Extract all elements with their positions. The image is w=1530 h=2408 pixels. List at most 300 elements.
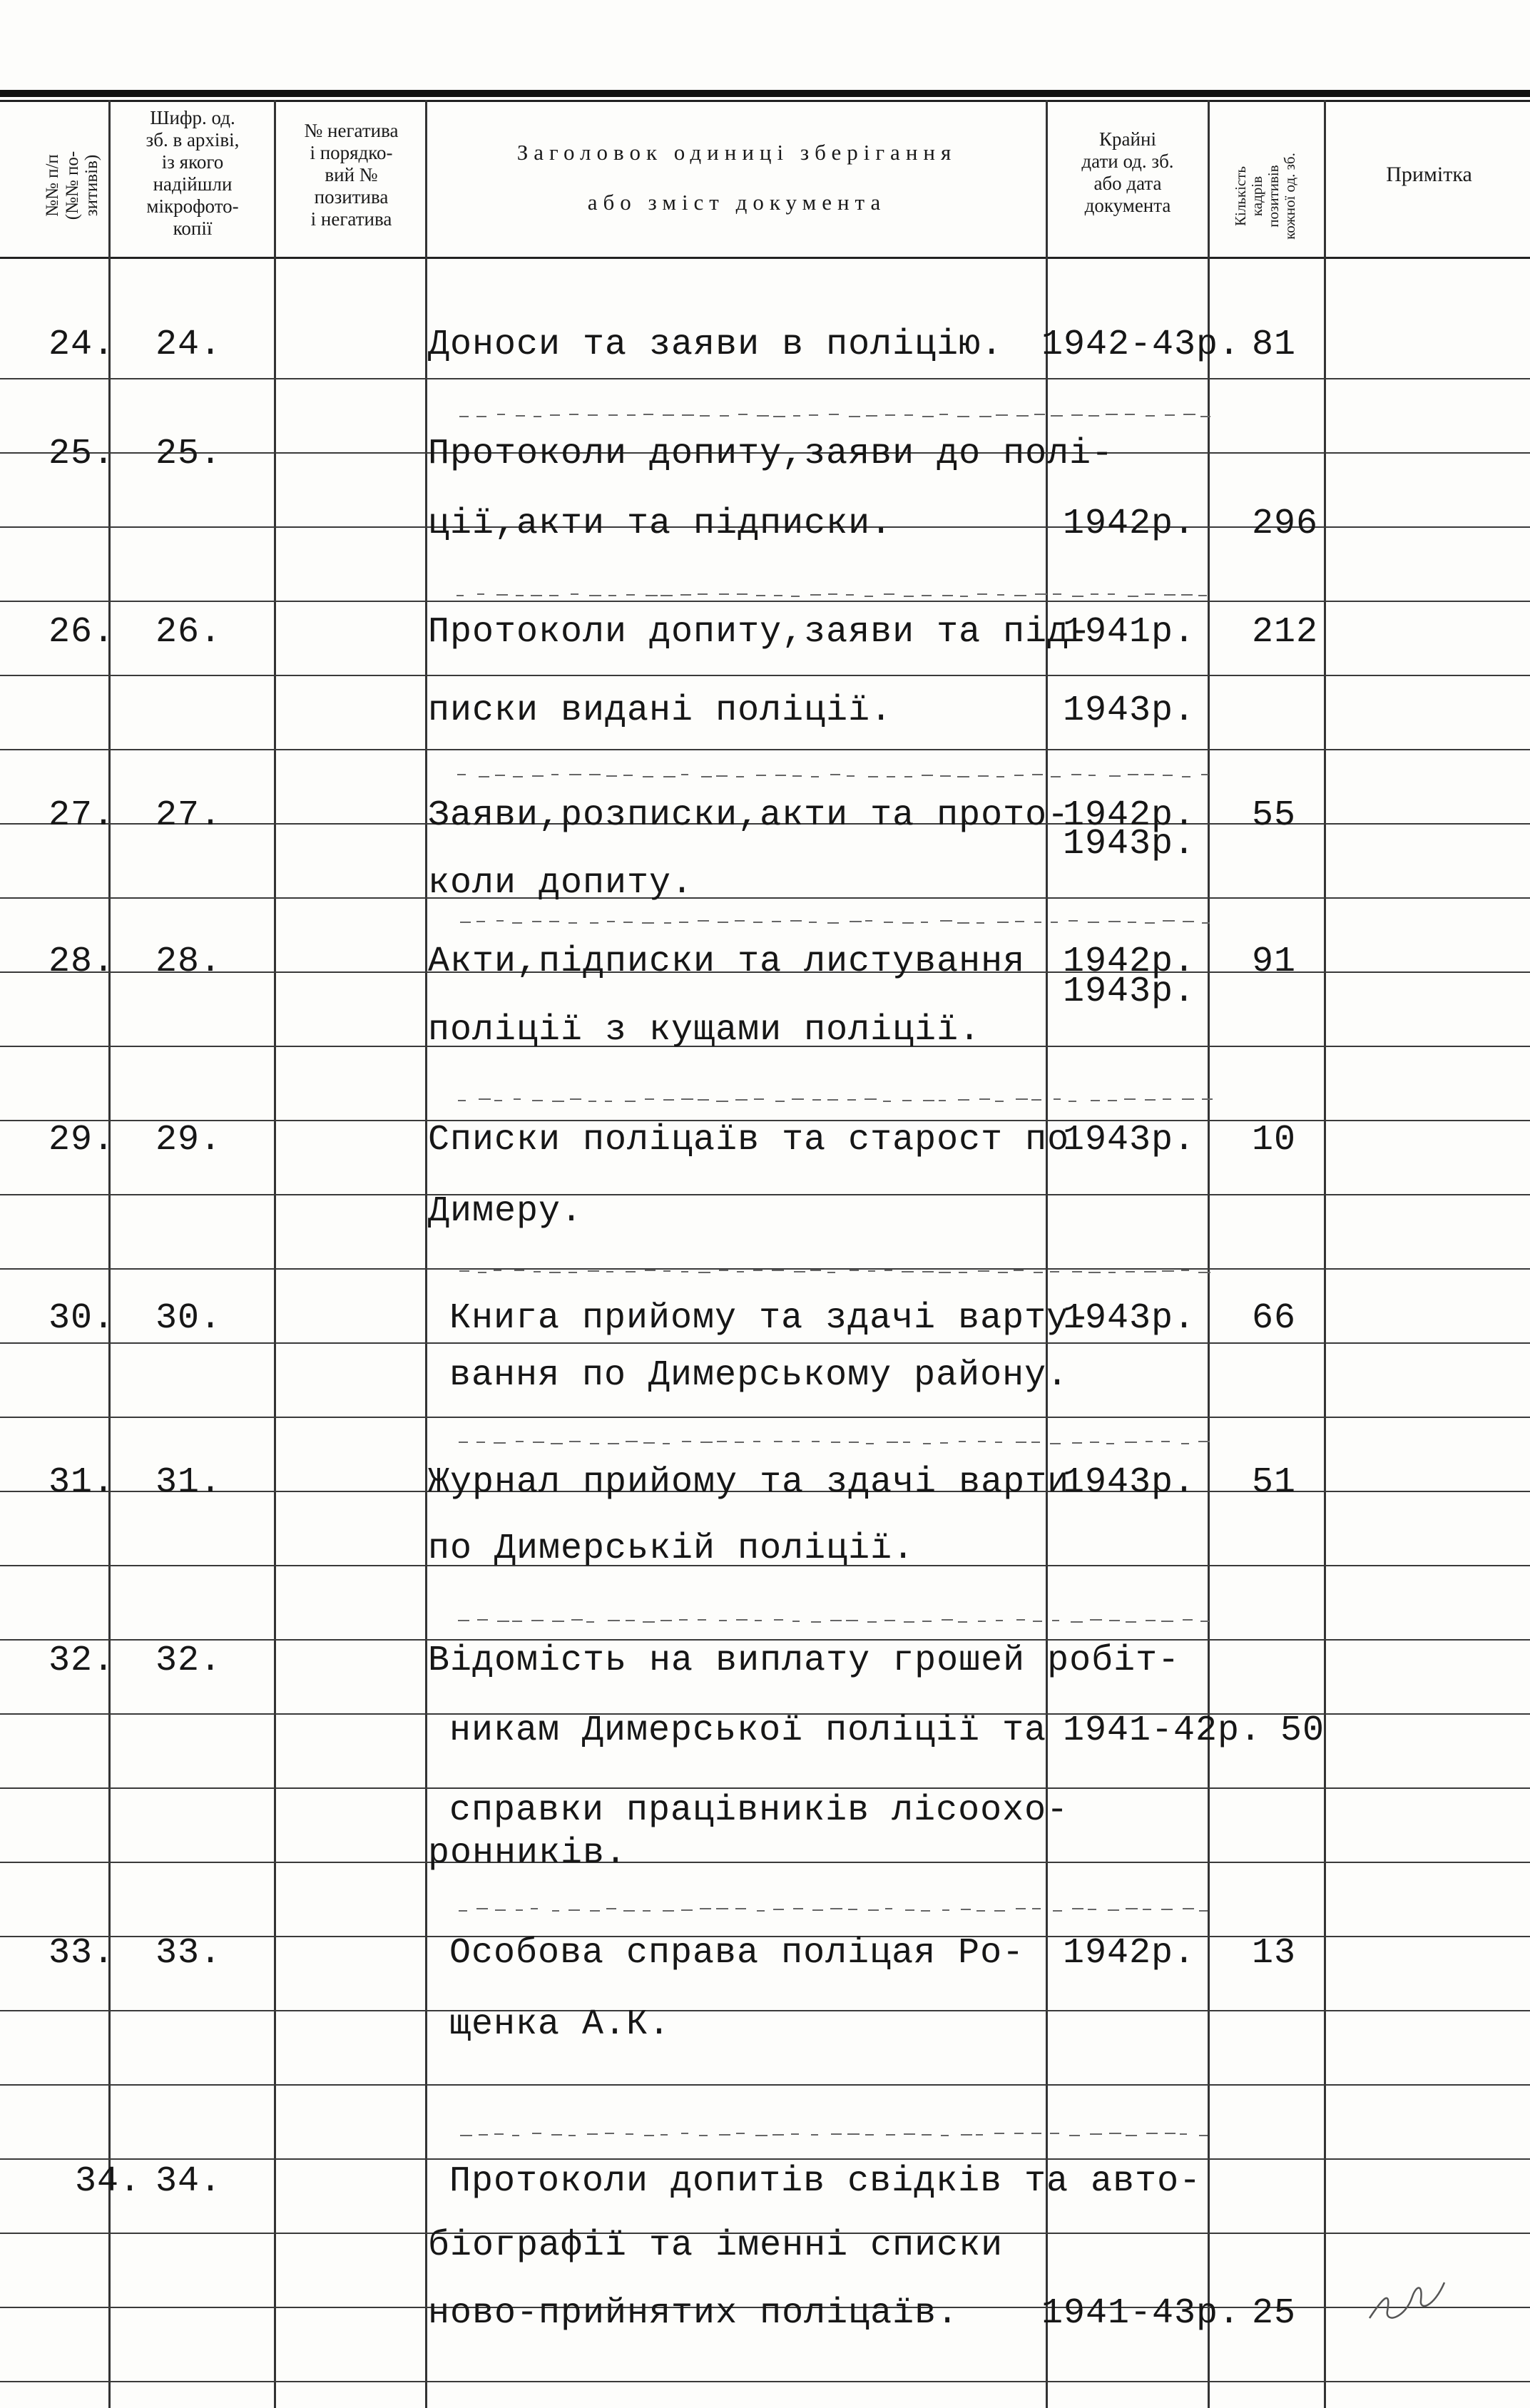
dotted-separator-dash xyxy=(532,1100,543,1101)
dotted-separator-dash xyxy=(663,1910,674,1912)
dotted-separator-dash xyxy=(663,1270,670,1272)
dotted-separator-dash xyxy=(976,922,984,924)
dotted-separator-dash xyxy=(1108,1100,1117,1101)
dotted-separator-dash xyxy=(1165,414,1175,416)
dotted-separator-dash xyxy=(996,776,1004,777)
header-col-note: Примітка xyxy=(1386,163,1472,186)
dotted-separator-dash xyxy=(1109,775,1121,777)
dotted-separator-dash xyxy=(1088,922,1099,923)
dotted-separator-dash xyxy=(608,595,616,596)
dotted-separator-dash xyxy=(867,1621,877,1623)
header-col-frames-line: кожної од. зб. xyxy=(1281,153,1299,240)
dotted-separator-dash xyxy=(1034,1272,1043,1273)
dotted-separator-dash xyxy=(1161,1621,1173,1622)
dotted-separator-dash xyxy=(1108,921,1121,922)
dotted-separator-dash xyxy=(1165,2133,1175,2134)
ruling-line xyxy=(0,749,1530,750)
dotted-separator-dash xyxy=(496,920,504,922)
ruling-line xyxy=(0,1417,1530,1418)
header-col-cipher-line: із якого xyxy=(161,151,224,173)
dotted-separator-dash xyxy=(1053,1910,1062,1912)
dotted-separator-dash xyxy=(961,1909,971,1910)
dotted-separator-dash xyxy=(700,1908,711,1909)
dotted-separator-dash xyxy=(849,416,860,417)
entry-cipher: 32. xyxy=(155,1641,223,1681)
entry-date: 1943р. xyxy=(1063,824,1196,864)
dotted-separator-dash xyxy=(1016,1619,1025,1621)
dotted-separator-dash xyxy=(1071,774,1081,775)
entry-title-line: Відомість на виплату грошей робіт- xyxy=(428,1641,1180,1681)
entry-frames: 55 xyxy=(1252,795,1297,836)
dotted-separator-dash xyxy=(700,415,710,417)
dotted-separator-dash xyxy=(459,1910,467,1912)
dotted-separator-dash xyxy=(679,922,688,923)
dotted-separator-dash xyxy=(1143,1909,1151,1910)
dotted-separator-dash xyxy=(476,416,486,417)
dotted-separator-dash xyxy=(884,593,894,595)
dotted-separator-dash xyxy=(904,776,912,777)
dotted-separator-dash xyxy=(1032,774,1043,775)
dotted-separator-dash xyxy=(626,1271,636,1272)
dotted-separator-dash xyxy=(830,1908,842,1909)
dotted-separator-dash xyxy=(1146,1441,1153,1442)
entry-title-line: по Димерській поліції. xyxy=(428,1529,915,1569)
entry-number: 30. xyxy=(49,1298,116,1339)
dotted-separator-dash xyxy=(1071,1621,1083,1623)
entry-title-line: Протоколи допиту,заяви та під- xyxy=(428,612,1092,653)
header-col-cipher xyxy=(114,107,271,240)
dotted-separator-dash xyxy=(791,2133,799,2135)
entry-title-line: никам Димерської поліції та xyxy=(449,1710,1047,1751)
ruling-line xyxy=(0,601,1530,602)
dotted-separator-dash xyxy=(775,1101,785,1102)
dotted-separator-dash xyxy=(1163,1098,1171,1100)
entry-frames: 296 xyxy=(1252,504,1319,544)
dotted-separator-dash xyxy=(623,922,633,923)
dotted-separator-dash xyxy=(812,1441,820,1442)
entry-title-line: Заяви,розписки,акти та прото- xyxy=(428,795,1070,836)
dotted-separator-dash xyxy=(753,1441,760,1442)
ruling-line xyxy=(0,675,1530,676)
dotted-separator-dash xyxy=(1034,922,1041,923)
entry-date: 1941-42р. xyxy=(1063,1710,1263,1751)
header-col-cipher-line: надійшли xyxy=(153,173,233,195)
dotted-separator-dash xyxy=(998,1272,1008,1273)
dotted-separator-dash xyxy=(1199,1910,1208,1912)
dotted-separator-dash xyxy=(699,2135,708,2136)
dotted-separator-dash xyxy=(496,594,508,596)
ruling-line xyxy=(0,378,1530,379)
dotted-separator-dash xyxy=(809,922,817,923)
dotted-separator-dash xyxy=(772,921,781,922)
dotted-separator-dash xyxy=(551,1443,563,1444)
dotted-separator-dash xyxy=(812,1099,821,1101)
dotted-separator-dash xyxy=(1144,1271,1156,1272)
dotted-separator-dash xyxy=(571,1619,583,1621)
dotted-separator-dash xyxy=(1124,1098,1136,1100)
dotted-separator-dash xyxy=(865,1098,877,1100)
dotted-separator-dash xyxy=(1161,1441,1170,1442)
dotted-separator-dash xyxy=(549,921,559,922)
dotted-separator-dash xyxy=(1091,1100,1100,1101)
dotted-separator-dash xyxy=(865,2134,874,2136)
dotted-separator-dash xyxy=(774,1441,782,1442)
entry-cipher: 34. xyxy=(155,2161,223,2202)
entry-frames: 10 xyxy=(1252,1120,1297,1160)
dotted-separator-dash xyxy=(792,1621,800,1622)
dotted-separator-dash xyxy=(922,775,933,776)
entry-title-line: Доноси та заяви в поліцію. xyxy=(428,325,1004,365)
entry-title-line: ронників. xyxy=(428,1833,628,1874)
dotted-separator-dash xyxy=(606,1271,613,1272)
dotted-separator-dash xyxy=(457,595,464,596)
dotted-separator-dash xyxy=(1031,1442,1040,1443)
dotted-separator-dash xyxy=(720,415,729,417)
dotted-separator-dash xyxy=(736,776,744,777)
dotted-separator-dash xyxy=(626,2133,633,2135)
entry-frames: 91 xyxy=(1252,942,1297,982)
dotted-separator-dash xyxy=(902,1271,914,1272)
dotted-separator-dash xyxy=(626,1441,638,1442)
dotted-separator-dash xyxy=(568,2135,576,2136)
dotted-separator-dash xyxy=(625,1101,636,1102)
entry-title-line: ції,акти та підписки. xyxy=(428,504,893,544)
dotted-separator-dash xyxy=(1069,920,1078,922)
dotted-separator-dash xyxy=(1126,1621,1136,1623)
dotted-separator-dash xyxy=(663,1099,674,1101)
dotted-separator-dash xyxy=(830,1620,842,1621)
dotted-separator-dash xyxy=(552,1621,564,1622)
dotted-separator-dash xyxy=(552,1910,559,1912)
entry-frames: 212 xyxy=(1252,612,1319,653)
dotted-separator-dash xyxy=(958,1099,969,1101)
entry-title-line: вання по Димерському району. xyxy=(449,1355,1069,1396)
dotted-separator-dash xyxy=(477,593,484,595)
dotted-separator-dash xyxy=(477,1619,488,1621)
dotted-separator-dash xyxy=(831,2133,842,2135)
entry-cipher: 28. xyxy=(155,942,223,982)
dotted-separator-dash xyxy=(1128,922,1136,923)
entry-frames: 25 xyxy=(1252,2293,1297,2334)
dotted-separator-dash xyxy=(1109,1620,1120,1621)
dotted-separator-dash xyxy=(757,1910,765,1912)
dotted-separator-dash xyxy=(494,2133,504,2135)
dotted-separator-dash xyxy=(514,1270,524,1271)
dotted-separator-dash xyxy=(550,414,560,416)
dotted-separator-dash xyxy=(849,1442,859,1443)
dotted-separator-dash xyxy=(1146,2133,1158,2134)
dotted-separator-dash xyxy=(1199,2135,1208,2136)
dotted-separator-dash xyxy=(716,1908,728,1909)
dotted-separator-dash xyxy=(1163,920,1175,922)
dotted-separator-dash xyxy=(1182,1098,1194,1100)
dotted-separator-dash xyxy=(719,593,729,595)
dotted-separator-dash xyxy=(1090,2133,1102,2135)
dotted-separator-dash xyxy=(606,775,617,777)
entry-number: 34. xyxy=(75,2161,142,2202)
dotted-separator-dash xyxy=(627,414,636,416)
header-col-cipher-line: копії xyxy=(173,218,213,240)
dotted-separator-dash xyxy=(1161,1909,1173,1910)
dotted-separator-dash xyxy=(1051,415,1063,417)
dotted-separator-dash xyxy=(569,774,581,775)
dotted-separator-dash xyxy=(1182,776,1190,777)
dotted-separator-dash xyxy=(459,1442,468,1443)
dotted-separator-dash xyxy=(792,1441,800,1442)
ruling-line xyxy=(0,2010,1530,2011)
ruling-line xyxy=(0,2381,1530,2382)
dotted-separator-dash xyxy=(1052,1620,1059,1621)
dotted-separator-dash xyxy=(755,1620,762,1621)
dotted-separator-dash xyxy=(1033,1621,1042,1622)
entry-title-line: поліції з кущами поліції. xyxy=(428,1010,981,1051)
dotted-separator-dash xyxy=(868,1909,879,1911)
ruling-line xyxy=(0,1787,1530,1789)
header-col-negative xyxy=(278,120,424,230)
dotted-separator-dash xyxy=(663,1443,670,1444)
dotted-separator-dash xyxy=(829,414,839,415)
dotted-separator-dash xyxy=(494,1442,506,1444)
dotted-separator-dash xyxy=(1090,1619,1102,1621)
dotted-separator-dash xyxy=(534,416,541,417)
dotted-separator-dash xyxy=(922,1271,934,1272)
dotted-separator-dash xyxy=(921,1910,930,1912)
dotted-separator-dash xyxy=(1016,1908,1026,1909)
dotted-separator-dash xyxy=(979,1098,990,1100)
dotted-separator-dash xyxy=(1035,593,1047,595)
header-col-number-line: №№ п/п xyxy=(43,154,62,217)
dotted-separator-dash xyxy=(1128,596,1138,597)
entry-number: 33. xyxy=(49,1933,116,1974)
dotted-separator-dash xyxy=(959,1272,967,1273)
dotted-separator-dash xyxy=(887,1442,898,1443)
dotted-separator-dash xyxy=(1090,1442,1099,1443)
dotted-separator-dash xyxy=(794,1271,805,1272)
dotted-separator-dash xyxy=(1014,595,1026,596)
dotted-separator-dash xyxy=(959,1441,966,1442)
dotted-separator-dash xyxy=(737,593,748,595)
dotted-separator-dash xyxy=(476,1442,485,1443)
dotted-separator-dash xyxy=(847,1099,856,1101)
dotted-separator-dash xyxy=(810,594,821,596)
dotted-separator-dash xyxy=(884,1270,892,1271)
dotted-separator-dash xyxy=(698,920,709,922)
dotted-separator-dash xyxy=(717,1441,727,1442)
dotted-separator-dash xyxy=(831,1442,840,1443)
header-col-dates-line: Крайні xyxy=(1099,128,1156,150)
dotted-separator-dash xyxy=(1198,1272,1210,1273)
dotted-separator-dash xyxy=(828,593,837,595)
entry-title-line: Книга прийому та здачі варту- xyxy=(449,1298,1091,1339)
header-col-negative-line: і негатива xyxy=(310,208,392,230)
dotted-separator-dash xyxy=(939,1272,951,1273)
dotted-separator-dash xyxy=(1072,1271,1082,1272)
entry-title-line: Журнал прийому та здачі варти xyxy=(428,1462,1070,1503)
dotted-separator-dash xyxy=(887,776,895,777)
dotted-separator-dash xyxy=(1125,1442,1137,1443)
dotted-separator-dash xyxy=(1051,776,1061,777)
dotted-separator-dash xyxy=(978,1441,986,1442)
dotted-separator-dash xyxy=(979,416,991,417)
header-col-number xyxy=(43,100,101,271)
entry-title-line: біографії та іменні списки xyxy=(428,2225,1004,2266)
header-col-cipher-line: Шифр. од. xyxy=(150,107,235,128)
dotted-separator-dash xyxy=(568,1272,577,1273)
dotted-separator-dash xyxy=(1016,1442,1026,1443)
dotted-separator-dash xyxy=(661,595,673,596)
dotted-separator-dash xyxy=(533,1442,544,1443)
dotted-separator-dash xyxy=(514,1098,521,1100)
dotted-separator-dash xyxy=(941,2135,949,2136)
dotted-separator-dash xyxy=(719,2134,730,2136)
ruling-line xyxy=(0,1194,1530,1195)
dotted-separator-dash xyxy=(923,1100,934,1101)
entry-date: 1943р. xyxy=(1063,1462,1196,1503)
entry-number: 32. xyxy=(49,1641,116,1681)
dotted-separator-dash xyxy=(606,1908,616,1909)
dotted-separator-dash xyxy=(643,1910,651,1912)
entry-number: 31. xyxy=(49,1462,116,1503)
entry-title-line: ново-прийнятих поліцаїв. xyxy=(428,2293,959,2334)
dotted-separator-dash xyxy=(774,1619,783,1621)
entry-cipher: 33. xyxy=(155,1933,223,1974)
dotted-separator-dash xyxy=(738,414,748,415)
dotted-separator-dash xyxy=(643,414,653,415)
entry-title-line: писки видані поліції. xyxy=(428,690,893,731)
dotted-separator-dash xyxy=(531,595,542,596)
header-col-dates-line: або дата xyxy=(1093,173,1162,195)
dotted-separator-dash xyxy=(735,1442,744,1443)
dotted-separator-dash xyxy=(590,922,598,924)
header-col-frames xyxy=(1233,111,1304,282)
dotted-separator-dash xyxy=(904,2133,915,2135)
dotted-separator-dash xyxy=(922,416,934,417)
dotted-separator-dash xyxy=(810,1270,821,1271)
dotted-separator-dash xyxy=(531,1620,544,1621)
dotted-separator-dash xyxy=(737,1271,744,1272)
entry-title-line: Протоколи допиту,заяви до полі- xyxy=(428,434,1114,474)
handwritten-initials-mark xyxy=(1355,2268,1455,2332)
dotted-separator-dash xyxy=(942,595,953,596)
dotted-separator-dash xyxy=(605,2133,614,2134)
dotted-separator-dash xyxy=(957,776,969,777)
dotted-separator-dash xyxy=(1108,593,1115,595)
dotted-separator-dash xyxy=(791,596,800,597)
entry-number: 24. xyxy=(49,325,116,365)
dotted-separator-dash xyxy=(643,1442,655,1444)
dotted-separator-dash xyxy=(516,1909,523,1911)
dotted-separator-dash xyxy=(459,416,469,417)
entry-date: 1942р. xyxy=(1063,795,1196,836)
entry-number: 26. xyxy=(49,612,116,653)
dotted-separator-dash xyxy=(773,416,785,417)
dotted-separator-dash xyxy=(587,2133,598,2135)
entry-cipher: 26. xyxy=(155,612,223,653)
dotted-separator-dash xyxy=(1072,1442,1082,1444)
ruling-line xyxy=(0,1862,1530,1863)
dotted-separator-dash xyxy=(1016,415,1029,417)
dotted-separator-dash xyxy=(1016,1098,1028,1100)
ruling-line xyxy=(0,2084,1530,2086)
dotted-separator-dash xyxy=(1202,922,1210,924)
dotted-separator-dash xyxy=(457,774,466,775)
dotted-separator-dash xyxy=(551,774,559,775)
dotted-separator-dash xyxy=(883,1101,891,1102)
header-col-cipher-line: мікрофото- xyxy=(146,195,239,218)
dotted-separator-dash xyxy=(494,1100,502,1101)
header-col-frames-line: позитивів xyxy=(1265,165,1282,228)
dotted-separator-dash xyxy=(960,596,968,597)
dotted-separator-dash xyxy=(848,1909,857,1910)
header-col-title-line: або зміст документа xyxy=(587,189,887,215)
dotted-separator-dash xyxy=(512,922,522,924)
dotted-separator-dash xyxy=(1034,414,1045,415)
dotted-separator-dash xyxy=(790,920,802,922)
dotted-separator-dash xyxy=(590,1910,600,1912)
entry-number: 25. xyxy=(49,434,116,474)
entry-title-line: Димеру. xyxy=(428,1191,583,1232)
dotted-separator-dash xyxy=(868,1270,875,1272)
dotted-separator-dash xyxy=(1126,2135,1137,2136)
dotted-separator-dash xyxy=(663,414,674,416)
header-col-number-line: (№№ по- xyxy=(62,150,82,220)
entry-number: 29. xyxy=(49,1120,116,1160)
dotted-separator-dash xyxy=(495,775,505,776)
dotted-separator-dash xyxy=(996,1620,1003,1621)
dotted-separator-dash xyxy=(754,1098,764,1100)
dotted-separator-dash xyxy=(626,594,635,596)
dotted-separator-dash xyxy=(643,1621,655,1623)
dotted-separator-dash xyxy=(1183,1619,1193,1621)
dotted-separator-dash xyxy=(735,920,745,922)
dotted-separator-dash xyxy=(497,414,505,415)
entry-title-line: Особова справа поліцая Ро- xyxy=(449,1933,1025,1974)
header-col-number-line: зитивів) xyxy=(82,154,101,217)
dotted-separator-dash xyxy=(1108,1909,1119,1911)
dotted-separator-dash xyxy=(902,922,914,924)
dotted-separator-dash xyxy=(1050,1443,1061,1444)
dotted-separator-dash xyxy=(1164,594,1175,596)
dotted-separator-dash xyxy=(607,921,615,922)
dotted-separator-dash xyxy=(994,1910,1005,1912)
dotted-separator-dash xyxy=(793,415,800,417)
dotted-separator-dash xyxy=(792,1098,804,1100)
header-col-frames-line: Кількість xyxy=(1232,166,1249,227)
dotted-separator-dash xyxy=(1181,594,1193,596)
dotted-separator-dash xyxy=(976,1910,985,1912)
entry-frames: 13 xyxy=(1252,1933,1297,1974)
dotted-separator-dash xyxy=(664,922,671,924)
dotted-separator-dash xyxy=(811,776,819,777)
entry-number: 28. xyxy=(49,942,116,982)
dotted-separator-dash xyxy=(681,2133,688,2134)
dotted-separator-dash xyxy=(957,416,969,417)
entry-date: 1943р. xyxy=(1063,1120,1196,1160)
dotted-separator-dash xyxy=(1054,1098,1061,1100)
dotted-separator-dash xyxy=(718,922,728,923)
dotted-separator-dash xyxy=(1163,775,1173,776)
dotted-separator-dash xyxy=(497,1621,509,1622)
dotted-separator-dash xyxy=(774,595,782,596)
dotted-separator-dash xyxy=(512,2135,519,2136)
dotted-separator-dash xyxy=(756,595,765,596)
dotted-separator-dash xyxy=(735,1099,748,1101)
dotted-separator-dash xyxy=(903,1442,910,1443)
dotted-separator-dash xyxy=(939,414,948,415)
dotted-separator-dash xyxy=(644,2135,654,2136)
dotted-separator-dash xyxy=(476,921,485,922)
dotted-separator-dash xyxy=(792,775,802,777)
